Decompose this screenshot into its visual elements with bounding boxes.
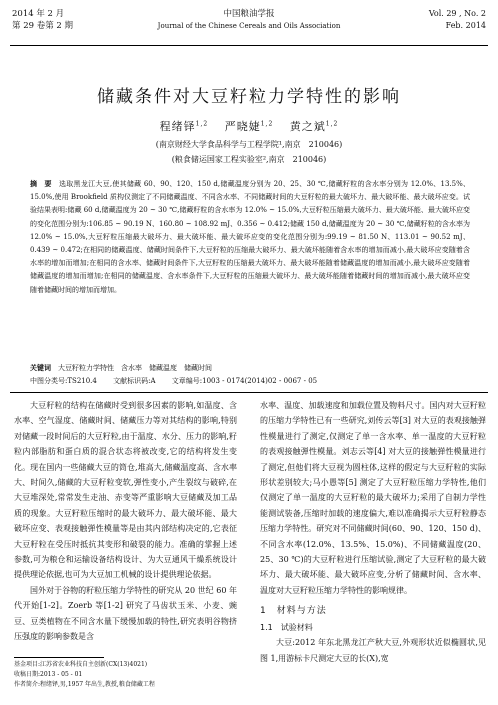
author-list xyxy=(0,118,498,134)
abstract-label: 摘 要 xyxy=(30,180,52,188)
paper-title: 储藏条件对大豆籽粒力学特性的影响 xyxy=(97,87,401,107)
footnote-rule xyxy=(14,657,104,658)
affiliation: (南京财经大学食品科学与工程学院¹,南京 210046) xyxy=(155,140,343,149)
funding-note: 基金项目:江苏省农业科技自主创新(CX(13)4021) xyxy=(14,661,148,668)
footnote xyxy=(14,660,239,690)
article-number: 文章编号:1003 - 0174(2014)02 - 0067 - 05 xyxy=(171,377,318,385)
volume-issue-cn: 第 29 卷第 2 期 xyxy=(12,21,74,31)
keywords xyxy=(30,362,470,374)
author: 严晓婕$^{1,2}$ xyxy=(224,120,274,133)
abstract-text: 选取黑龙江大豆,使其储藏 60、90、120、150 d,储藏温度分别为 20、25、30 ℃,储藏籽粒的含水率分别为 12.0%、13.5%、15.0%,使用 Brookfield 质构仪测定了不同储藏温度、不同含水率、不同储藏时间的大豆籽粒的最大破坏力、最大破坏能、最大破坏应变。试验结果表明:储藏 60 d,储藏温度为 20 ~ 30 ℃,储藏籽粒的含水率为 12.0% ~ 15.0%,大豆籽粒压缩最大破坏力、最大破坏能、最大破坏应变的变化范围分别为:106.85 ~ 90.19 N、160.80 ~ 108.92 mJ、0.356 ~ 0.412;储藏 150 d,储藏温度为 20 ~ 30 ℃,储藏籽粒的含水率为 12.0% ~ 15.0%,大豆籽粒压缩最大破坏力、最大破坏能、最大破坏应变的变化范围分别为:99.19 ~ 81.50 N、113.01 ~ 90.52 mJ、0.439 ~ 0.472;在相同的储藏温度、储藏时间条件下,大豆籽粒的压缩最大破坏力、最大破坏能随着含水率的增加而减小,最大破坏应变随着含水率的增加而增加;在相同的含水率、储藏时间条件下,大豆籽粒的压缩最大破坏力、最大破坏能随着储藏温度的增加而减小,最大破坏应变随着储藏温度的增加而增加;在相同的储藏温度、含水率条件下,大豆籽粒的压缩最大破坏力、最大破坏能随着储藏时间的增加而减小,最大破坏应变随着储藏时间的增加而增加。 xyxy=(30,180,471,294)
section-heading: 1 材料与方法 xyxy=(260,606,327,617)
abstract-rule xyxy=(10,392,488,393)
body-paragraph: 水率、温度、加载速度和加载位置及物料尺寸。国内对大豆籽粒的压缩力学特性已有一些研究,刘传云等[3] 对大豆的表观接触弹性模量进行了测定,仅测定了单一含水率、单一温度的大豆籽粒的表观接触弹性模量。刘志云等[4] 对大豆的接触弹性模量进行了测定,但他们将大豆视为圆柱体,这样的假定与大豆籽粒的实际形状差别较大;马小愚等[5] 测定了大豆籽粒压缩力学特性,他们仅测定了单一温度的大豆籽粒的最大破坏力;采用了自制力学性能测试装备,压缩时加载的速度偏大,难以准确揭示大豆籽粒静态压缩力学特性。研究对不同储藏时间(60、90、120、150 d)、不同含水率(12.0%、13.5%、15.0%)、不同储藏温度(20、25、30 ℃)的大豆籽粒进行压缩试验,测定了大豆籽粒的最大破坏力、最大破坏能、最大破坏应变,分析了储藏时间、含水率、温度对大豆籽粒压缩力学特性的影响规律。 xyxy=(260,401,486,595)
running-header xyxy=(12,8,486,44)
journal-name-en: Journal of the Chinese Cereals and Oils Association xyxy=(157,22,341,30)
author: 黄之斌$^{1,2}$ xyxy=(289,120,339,133)
keywords-text: 大豆籽粒力学特性 含水率 储藏温度 储藏时间 xyxy=(58,364,212,372)
received-date: 收稿日期:2013 - 05 - 01 xyxy=(14,671,83,678)
abstract xyxy=(30,178,470,297)
issue-date-en: Feb. 2014 xyxy=(445,21,486,30)
affiliation: (粮食储运国家工程实验室²,南京 210046) xyxy=(171,155,327,164)
subsection-heading: 1.1 试验材料 xyxy=(260,622,313,632)
classification-line xyxy=(30,375,470,387)
issue-date: 2014 年 2 月 xyxy=(12,9,65,19)
body-left-column xyxy=(14,398,237,645)
volume-issue-en: Vol. 29 , No. 2 xyxy=(428,9,486,18)
body-paragraph: 大豆:2012 年东北黑龙江产秋大豆,外观形状近似椭圆状,见图 1,用游标卡尺测定大豆的长(X),宽 xyxy=(260,638,486,663)
body-paragraph: 大豆籽粒的结构在储藏时受到很多因素的影响,如温度、含水率、空气湿度、储藏时间、储藏压力等对其结构的影响,特别对储藏一段时间后的大豆籽粒,由于温度、水分、压力的影响,籽粒内部脂肪和蛋白质的混合状态将被改变,它的结构将发生变化。现在国内一些储藏大豆的筒仓,堆高大,储藏温度高、含水率大、时间久,储藏的大豆籽粒变软,弹性变小,产生裂纹与破碎,在大豆堆深处,常常发生走油、赤变等严重影响大豆储藏及加工品质的现象。大豆籽粒压缩时的最大破坏力、最大破坏能、最大破坏应变、表观接触弹性模量等是由其内部结构决定的,它表征大豆籽粒在受压时抵抗其变形和破裂的能力。准确的掌握上述参数,可为粮仓和运输设备结构设计、为大豆通风干燥系统设计提供理论依据,也可为大豆加工机械的设计提供理论依据。 xyxy=(14,401,237,580)
author-bio: 作者简介:程绪铎,男,1957 年出生,教授,粮食储藏工程 xyxy=(14,681,155,688)
author: 程绪铎$^{1,2}$ xyxy=(159,120,209,133)
document-code: 文献标识码:A xyxy=(113,377,156,385)
header-rule xyxy=(10,45,488,46)
body-right-column xyxy=(260,398,486,666)
clc-number: 中图分类号:TS210.4 xyxy=(30,377,97,385)
body-paragraph: 国外对于谷物的籽粒压缩力学特性的研究从 20 世纪 60 年代开始[1-2]。Zoerb 等[1-2] 研究了马齿状玉米、小麦、豌豆、豆类植物在不同含水量下缓慢加载的特性,研究表明谷物挤压强度的影响参数是含 xyxy=(14,585,237,642)
keywords-label: 关键词 xyxy=(30,364,51,372)
header-center xyxy=(12,8,486,32)
header-right xyxy=(429,8,486,32)
journal-name-cn: 中国粮油学报 xyxy=(223,9,275,19)
